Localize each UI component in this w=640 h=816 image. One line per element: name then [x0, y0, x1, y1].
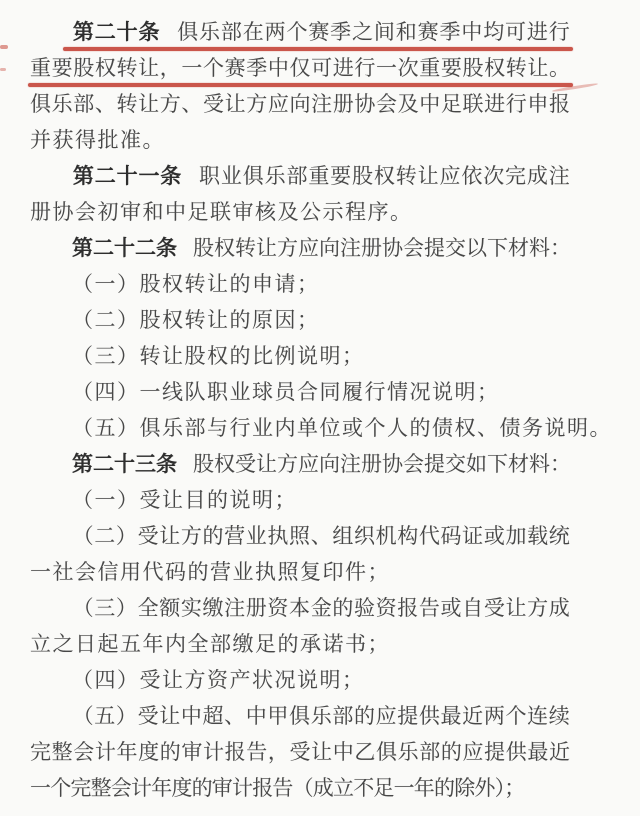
line-text: 并获得批准。	[30, 128, 165, 152]
red-stroke-artifact	[0, 68, 6, 71]
document-line: （ 二 ） 受 让 方 的 营 业 执 照 、 组 织 机 构 代 码 证 或 加 载 统	[72, 524, 570, 548]
document-line: 重 要 股 权 转 让 ， 一 个 赛 季 中 仅 可 进 行 一 次 重 要 股 权 转 让 。	[30, 50, 570, 86]
document-line: 第 二 十 一 条 职 业 俱 乐 部 重 要 股 权 转 让 应 依 次 完 成 注	[72, 164, 570, 188]
document-line	[30, 266, 570, 302]
line-text: （一）股权转让的申请；	[72, 272, 320, 296]
line-text: （四）一线队职业球员合同履行情况说明；	[72, 380, 500, 404]
document-line: 第 二 十 条 俱 乐 部 在 两 个 赛 季 之 间 和 赛 季 中 均 可 进 行	[30, 14, 570, 50]
document-line	[30, 554, 570, 590]
line-text: （五）俱乐部与行业内单位或个人的债权、债务说明。	[72, 416, 612, 440]
document-line	[30, 770, 570, 806]
document-line	[30, 122, 570, 158]
line-text: （二）股权转让的原因；	[72, 308, 320, 332]
line-text: 一个完整会计年度的审计报告（成立不足一年的除外）；	[30, 776, 525, 800]
line-text: 一社会信用代码的营业执照复印件；	[30, 560, 390, 584]
document-content	[30, 14, 612, 806]
document-line: 第 二 十 三 条 股 权 受 让 方 应 向 注 册 协 会 提 交 如 下 材 料 ：	[72, 452, 571, 476]
document-line	[30, 482, 570, 518]
document-line	[30, 338, 570, 374]
document-line: 俱 乐 部 、 转 让 方 、 受 让 方 应 向 注 册 协 会 及 中 足 联 进 行 申 报	[30, 92, 570, 116]
red-stroke-artifact	[0, 45, 8, 49]
line-text: 立之日起五年内全部缴足的承诺书；	[30, 632, 390, 656]
document-line: 完 整 会 计 年 度 的 审 计 报 告 ， 受 让 中 乙 俱 乐 部 的 应 提 供 最 近	[30, 740, 570, 764]
line-text: （一）受让目的说明；	[72, 488, 297, 512]
document-line	[30, 662, 570, 698]
document-line	[30, 374, 570, 410]
document-line	[30, 302, 570, 338]
line-text: （三）转让股权的比例说明；	[72, 344, 365, 368]
line-text: 册协会初审和中足联审核及公示程序。	[30, 200, 413, 224]
document-line: （ 五 ） 受 让 中 超 、 中 甲 俱 乐 部 的 应 提 供 最 近 两 个 连 续	[72, 704, 570, 728]
document-line	[30, 410, 612, 446]
document-line: （ 三 ） 全 额 实 缴 注 册 资 本 金 的 验 资 报 告 或 自 受 让 方 成	[72, 596, 570, 620]
line-text: （四）受让方资产状况说明；	[72, 668, 365, 692]
document-line: 第 二 十 二 条 股 权 转 让 方 应 向 注 册 协 会 提 交 以 下 材 料 ：	[72, 236, 571, 260]
document-line	[30, 194, 570, 230]
document-line	[30, 626, 570, 662]
